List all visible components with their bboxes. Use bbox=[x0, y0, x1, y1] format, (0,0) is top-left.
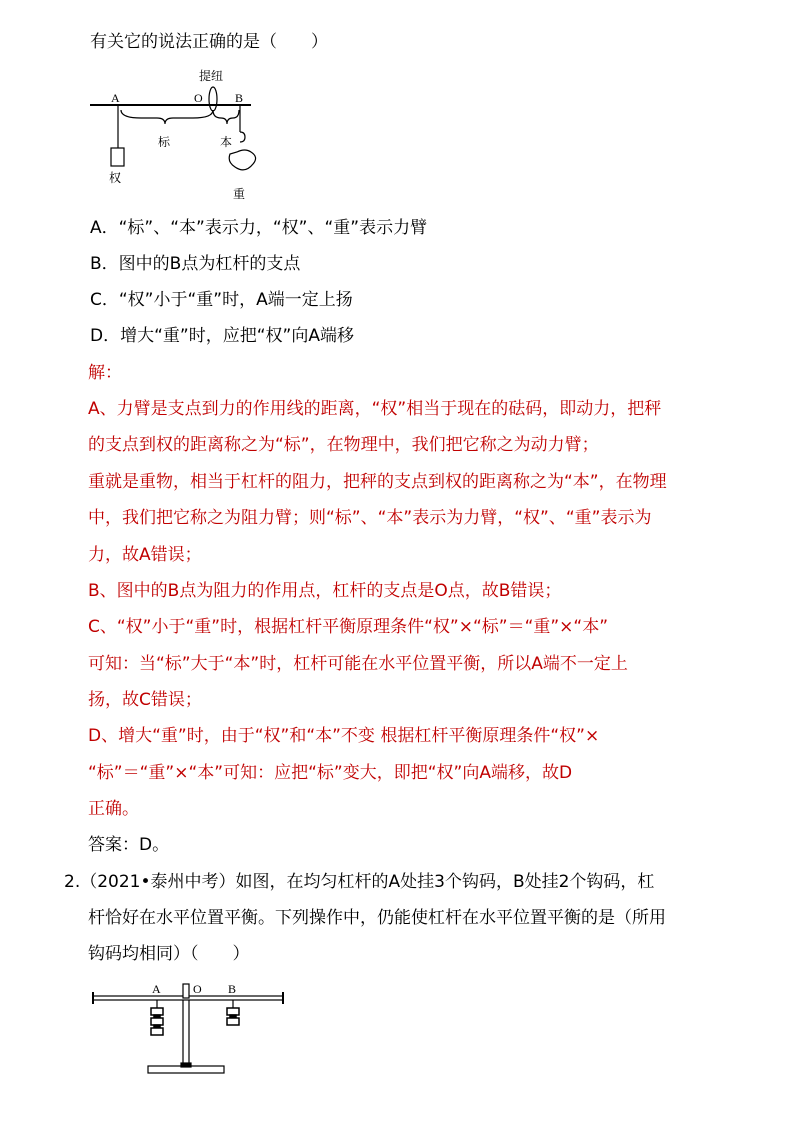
label-point-b: B bbox=[228, 982, 237, 996]
option-a: A．“标”、“本”表示力，“权”、“重”表示力臂 bbox=[90, 218, 428, 238]
solution-line: 中，我们把它称之为阻力臂；则“标”、“本”表示为力臂，“权”、“重”表示为 bbox=[88, 508, 652, 528]
solution-line: B、图中的B点为阻力的作用点，杠杆的支点是O点，故B错误； bbox=[88, 581, 562, 601]
q2-stem-line: 杆恰好在水平位置平衡。下列操作中，仍能使杠杆在水平位置平衡的是（所用 bbox=[88, 908, 666, 928]
label-point-a: A bbox=[111, 91, 120, 105]
option-b: B．图中的B点为杠杆的支点 bbox=[90, 254, 301, 274]
solution-line: C、“权”小于“重”时，根据杠杆平衡原理条件“权”×“标”＝“重”×“本” bbox=[88, 617, 609, 637]
solution-line: 可知：当“标”大于“本”时，杠杆可能在水平位置平衡，所以A端不一定上 bbox=[88, 654, 628, 674]
answer: 答案：D。 bbox=[88, 835, 170, 855]
jie-label: 解： bbox=[88, 363, 122, 383]
label-biao: 标 bbox=[158, 135, 171, 149]
solution-line: D、增大“重”时，由于“权”和“本”不变 根据杠杆平衡原理条件“权”× bbox=[88, 726, 600, 746]
label-zhong: 重 bbox=[233, 187, 246, 201]
label-ben: 本 bbox=[220, 135, 233, 149]
label-point-a: A bbox=[152, 982, 161, 996]
solution-line: 的支点到权的距离称之为“标”，在物理中，我们把它称之为动力臂； bbox=[88, 435, 599, 455]
a-weights bbox=[151, 1008, 163, 1035]
option-d: D．增大“重”时，应把“权”向A端移 bbox=[90, 326, 354, 346]
solution-line: 力，故A错误； bbox=[88, 545, 202, 565]
zhong-object bbox=[229, 150, 255, 170]
label-ti-niu: 提纽 bbox=[199, 69, 224, 83]
solution-line: 重就是重物，相当于杠杆的阻力，把秤的支点到权的距离称之为“本”，在物理 bbox=[88, 472, 667, 492]
label-point-b: B bbox=[235, 91, 244, 105]
q2-stem-line: 2.（2021•泰州中考）如图，在均匀杠杆的A处挂3个钩码，B处挂2个钩码，杠 bbox=[64, 872, 655, 892]
b-weights bbox=[227, 1008, 239, 1025]
q1-stem: 有关它的说法正确的是（ ） bbox=[90, 32, 328, 52]
quan-weight bbox=[111, 148, 124, 166]
solution-line: 正确。 bbox=[88, 799, 139, 819]
steelyard-figure bbox=[85, 62, 285, 202]
label-point-o: O bbox=[193, 982, 202, 996]
solution-line: 扬，故C错误； bbox=[88, 690, 202, 710]
option-c: C．“权”小于“重”时，A端一定上扬 bbox=[90, 290, 353, 310]
label-quan: 权 bbox=[109, 171, 122, 185]
q2-stem-line: 钩码均相同）（ ） bbox=[88, 944, 250, 964]
solution-line: A、力臂是支点到力的作用线的距离，“权”相当于现在的砝码，即动力，把秤 bbox=[88, 399, 662, 419]
lever-figure bbox=[85, 978, 295, 1083]
solution-line: “标”＝“重”×“本”可知：应把“标”变大，即把“权”向A端移，故D bbox=[88, 763, 573, 783]
label-point-o: O bbox=[194, 91, 203, 105]
